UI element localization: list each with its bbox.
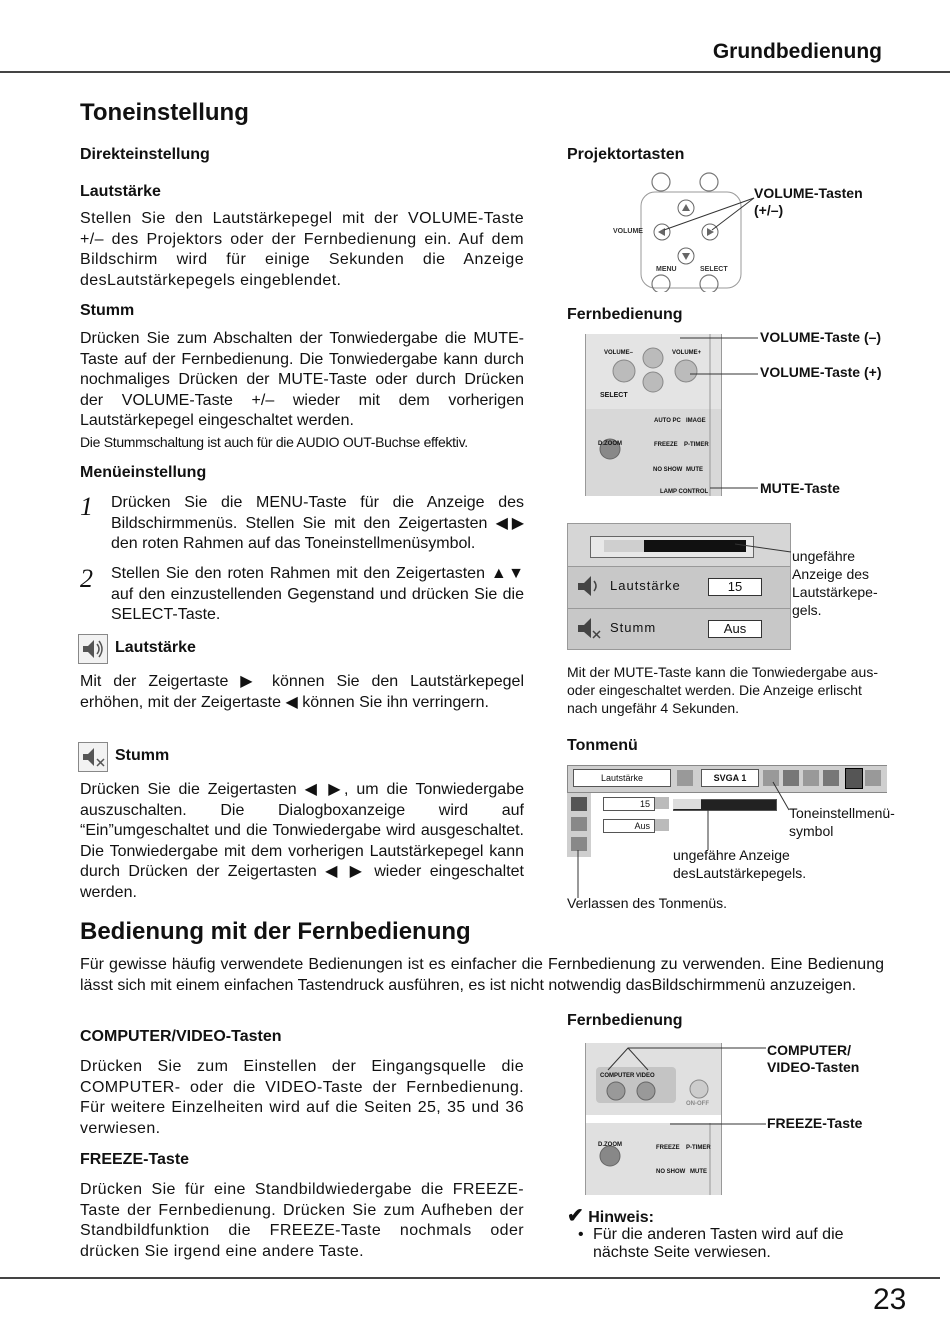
section-title-fernbedienung: Bedienung mit der Fernbedienung (80, 918, 471, 945)
tonmenu-symbol-label: Toneinstellmenü-symbol (789, 805, 895, 839)
volume-keys-label: VOLUME-Tasten (+/–) (754, 185, 863, 218)
remote-vol-minus-label: VOLUME-Taste (–) (760, 329, 882, 345)
rk2-noshow: NO SHOW (656, 1169, 686, 1175)
tonmenu-exit-label: Verlassen des Tonmenüs. (567, 895, 728, 911)
rk-autopc: AUTO PC (654, 418, 681, 424)
menu-heading: Menüeinstellung (80, 464, 207, 481)
running-header: Grundbedienung (712, 40, 882, 63)
item-mute-text: Drücken Sie die Zeigertasten ◀ ▶, um die Tonwiedergabe auszuschalten. Die Dialogboxanzeige wird auf “Ein”umgeschaltet und die Tonwiedergabe wird ausgeschaltet. Die Tonwiedergabe mit dem vorherigen Lautstärkepegel kann durch Drücken der Zeigertasten ◀ ▶ wieder eingeschaltet werden. (80, 781, 525, 901)
rk2-computer: COMPUTER (600, 1073, 635, 1079)
volume-heading: Lautstärke (80, 183, 161, 200)
rk2-ptimer: P-TIMER (686, 1145, 711, 1151)
step-1-number: 1 (80, 492, 93, 521)
step-2-text: Stellen Sie den roten Rahmen mit den Zeigertasten ▲▼ auf den einzustellenden Gegenstand und drücken Sie die SELECT-Taste. (111, 565, 524, 623)
tm-tab: Lautstärke (573, 769, 671, 787)
osd-volume-label: Lautstärke (610, 578, 681, 593)
mute-note: Die Stummschaltung ist auch für die AUDIO OUT-Buchse effektiv. (80, 434, 468, 450)
rk2-mute: MUTE (690, 1169, 707, 1175)
remote-mute-label: MUTE-Taste (760, 480, 840, 496)
hint-heading (567, 1203, 654, 1228)
tm-val1: 15 (603, 797, 655, 811)
freeze-key-label: FREEZE-Taste (767, 1115, 863, 1131)
mute-speaker-icon (78, 742, 108, 772)
rk2-onoff: ON-OFF (686, 1101, 709, 1107)
osd-mute-value: Aus (708, 620, 762, 638)
step-1-text: Drücken Sie die MENU-Taste für die Anzeige des Bildschirmmenüs. Stellen Sie mit den Zeigertasten ◀▶ den roten Rahmen auf das Toneinstellmenüsymbol. (111, 494, 524, 552)
projector-keys-heading: Projektortasten (567, 146, 685, 163)
hint-text: Für die anderen Tasten wird auf die nächste Seite verwiesen. (593, 1226, 844, 1261)
freeze-text: Drücken Sie für eine Standbildwiedergabe die FREEZE-Taste der Fernbedienung. Drücken Sie zum Aufheben der Standbildfunktion die FREEZE-Taste nochmals oder drücken Sie irgend eine andere Taste. (80, 1181, 524, 1260)
volume-text: Stellen Sie den Lautstärkepegel mit der VOLUME-Taste +/– des Projektors oder der Fernbedienung ein. Auf dem Bildschirm wird für einige Sekunden die Anzeige desLautstärkepegels eingeblendet. (80, 210, 524, 289)
rk-select: SELECT (600, 392, 628, 399)
item-mute-heading: Stumm (115, 747, 170, 764)
rk-ptimer: P-TIMER (684, 442, 709, 448)
rk2-video: VIDEO (636, 1073, 655, 1079)
rk-freeze: FREEZE (654, 442, 678, 448)
mute-heading: Stumm (80, 302, 135, 319)
section2-intro: Für gewisse häufig verwendete Bedienungen ist es einfacher die Fernbedienung zu verwenden. Eine Bedienung lässt sich mit einem einfachen Tastendruck ausführen, es ist nicht notwendig dasBildschirmmenü anzuzeigen. (80, 956, 884, 994)
tm-svga: SVGA 1 (701, 769, 759, 787)
item-volume-heading: Lautstärke (115, 639, 196, 656)
remote-heading-1: Fernbedienung (567, 306, 683, 323)
direct-heading: Direkteinstellung (80, 146, 210, 163)
rk-dzoom: D.ZOOM (598, 441, 622, 447)
cv-heading: COMPUTER/VIDEO-Tasten (80, 1028, 282, 1045)
rk2-freeze: FREEZE (656, 1145, 680, 1151)
mute-caption: Mit der MUTE-Taste kann die Tonwiedergabe aus- oder eingeschaltet werden. Die Anzeige erlischt nach ungefähr 4 Sekunden. (567, 664, 879, 716)
rk-volplus: VOLUME+ (672, 350, 702, 356)
page-number: 23 (873, 1283, 907, 1316)
tonmenu-leaders (567, 770, 807, 910)
rk-mute: MUTE (686, 467, 703, 473)
hint-heading-text: Hinweis: (588, 1209, 655, 1226)
tonmenu-level-label: ungefähre Anzeige desLautstärkepegels. (673, 847, 807, 881)
rk-noshow: NO SHOW (653, 467, 683, 473)
rk2-dzoom: D.ZOOM (598, 1142, 622, 1148)
cv-text: Drücken Sie zum Einstellen der Eingangsquelle die COMPUTER- oder die VIDEO-Taste der Fernbedienung. Für weitere Einzelheiten wird auf die Seiten 25, 35 und 36 verwiesen. (80, 1058, 524, 1137)
osd-mute-label: Stumm (610, 620, 657, 635)
footer-rule (0, 1277, 940, 1279)
proj-volume-text: VOLUME (613, 228, 643, 235)
proj-select-text: SELECT (700, 266, 728, 273)
osd-caption: ungefähre Anzeige des Lautstärkepe-gels. (792, 548, 878, 618)
step-2-number: 2 (80, 564, 93, 593)
rk-image: IMAGE (686, 418, 706, 424)
remote-leaders-2 (600, 1040, 770, 1150)
osd-leader (735, 540, 795, 560)
osd-volume-value: 15 (708, 578, 762, 596)
tm-val2: Aus (603, 819, 655, 833)
cv-keys-label: COMPUTER/ VIDEO-Tasten (767, 1042, 860, 1075)
speaker-icon (78, 634, 108, 664)
remote-vol-plus-label: VOLUME-Taste (+) (760, 364, 882, 380)
header-rule (0, 71, 950, 73)
tonmenu-heading: Tonmenü (567, 737, 638, 754)
remote-leaders-1 (680, 330, 760, 500)
section-title-toneinstellung: Toneinstellung (80, 99, 249, 126)
remote-heading-2: Fernbedienung (567, 1012, 683, 1029)
hint-bullet: • (578, 1226, 584, 1243)
rk-lamp: LAMP CONTROL (660, 489, 709, 495)
rk-volminus: VOLUME– (604, 350, 634, 356)
proj-menu-text: MENU (656, 266, 677, 273)
mute-text: Drücken Sie zum Abschalten der Tonwiedergabe die MUTE-Taste auf der Fernbedienung. Die Tonwiedergabe kann durch nochmaliges Drücken der MUTE-Taste oder durch Drücken der VOLUME-Taste +/– wieder mit dem vorherigen Lautstärkepegel eingeschaltet werden. (80, 330, 524, 429)
item-volume-text: Mit der Zeigertaste ▶ können Sie den Lautstärkepegel erhöhen, mit der Zeigertaste ◀ können Sie ihn verringern. (80, 673, 524, 711)
checkmark-icon: ✔ (567, 1205, 584, 1227)
freeze-heading: FREEZE-Taste (80, 1151, 190, 1168)
